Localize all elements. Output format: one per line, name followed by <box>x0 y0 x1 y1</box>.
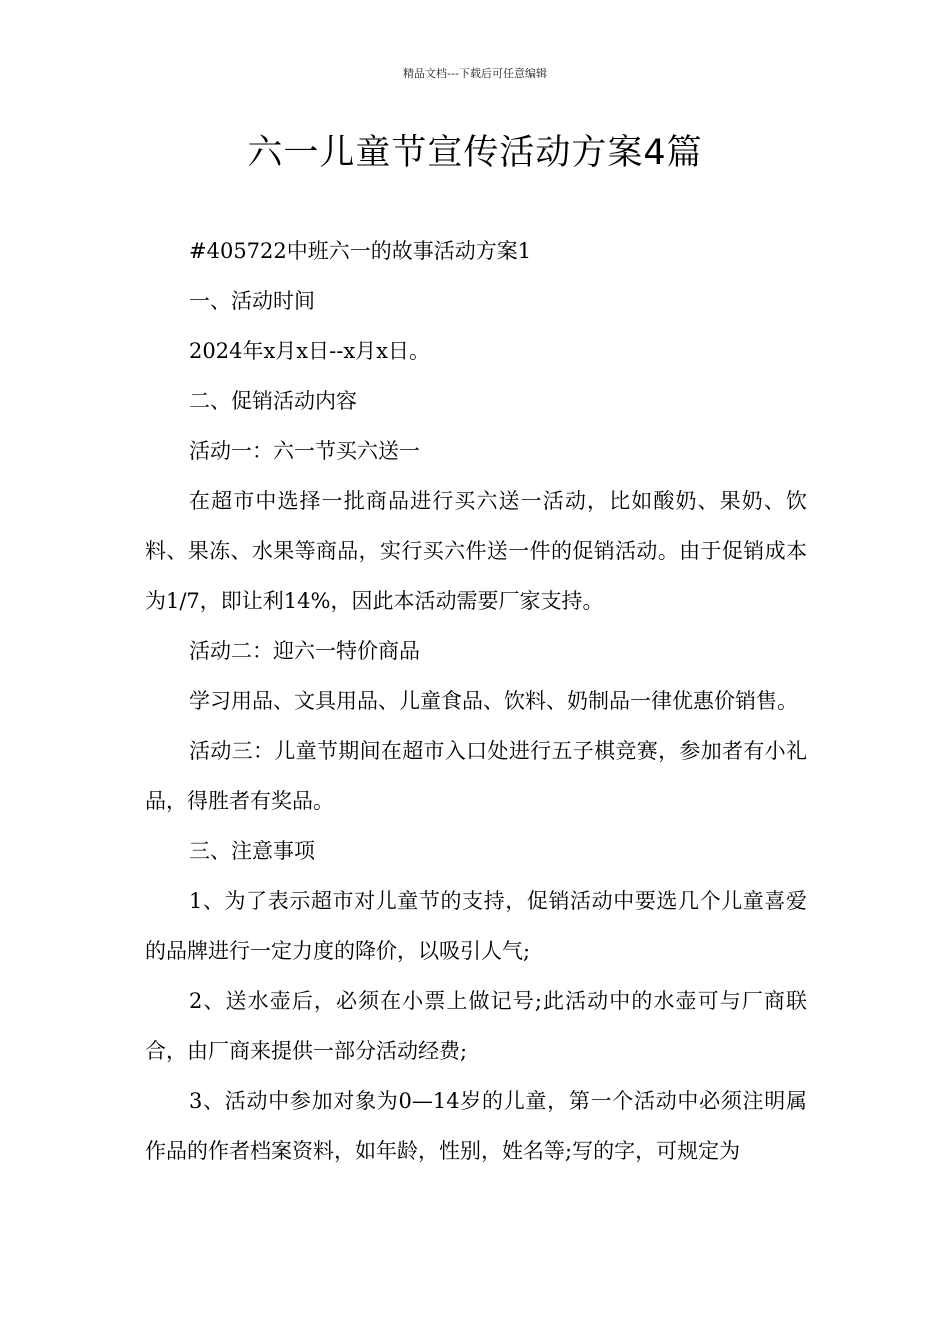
section-heading: #405722中班六一的故事活动方案1 <box>189 239 532 263</box>
section-heading: 活动二：迎六一特价商品 <box>189 639 420 663</box>
paragraph: 2、送水壶后，必须在小票上做记号;此活动中的水壶可与厂商联合，由厂商来提供一部分活动经费; <box>145 989 807 1063</box>
paragraph: 活动三：儿童节期间在超市入口处进行五子棋竞赛，参加者有小礼品，得胜者有奖品。 <box>145 739 807 813</box>
section-heading: 二、促销活动内容 <box>189 389 357 413</box>
document-title: 六一儿童节宣传活动方案4篇 <box>247 133 703 173</box>
paragraph: 学习用品、文具用品、儿童食品、饮料、奶制品一律优惠价销售。 <box>189 689 798 713</box>
section-heading: 一、活动时间 <box>189 289 315 313</box>
paragraph: 1、为了表示超市对儿童节的支持，促销活动中要选几个儿童喜爱的品牌进行一定力度的降价，以吸引人气; <box>145 889 807 963</box>
paragraph: 2024年x月x日--x月x日。 <box>189 339 431 363</box>
section-heading: 三、注意事项 <box>189 839 315 863</box>
document-body <box>145 226 807 1176</box>
paragraph: 在超市中选择一批商品进行买六送一活动，比如酸奶、果奶、饮料、果冻、水果等商品，实行买六件送一件的促销活动。由于促销成本为1/7，即让利14%，因此本活动需要厂家支持。 <box>145 489 807 613</box>
section-heading: 活动一：六一节买六送一 <box>189 439 420 463</box>
paragraph: 3、活动中参加对象为0—14岁的儿童，第一个活动中必须注明属作品的作者档案资料，如年龄，性别，姓名等;写的字，可规定为 <box>145 1089 807 1163</box>
header-note: 精品文档---下载后可任意编辑 <box>403 67 547 80</box>
